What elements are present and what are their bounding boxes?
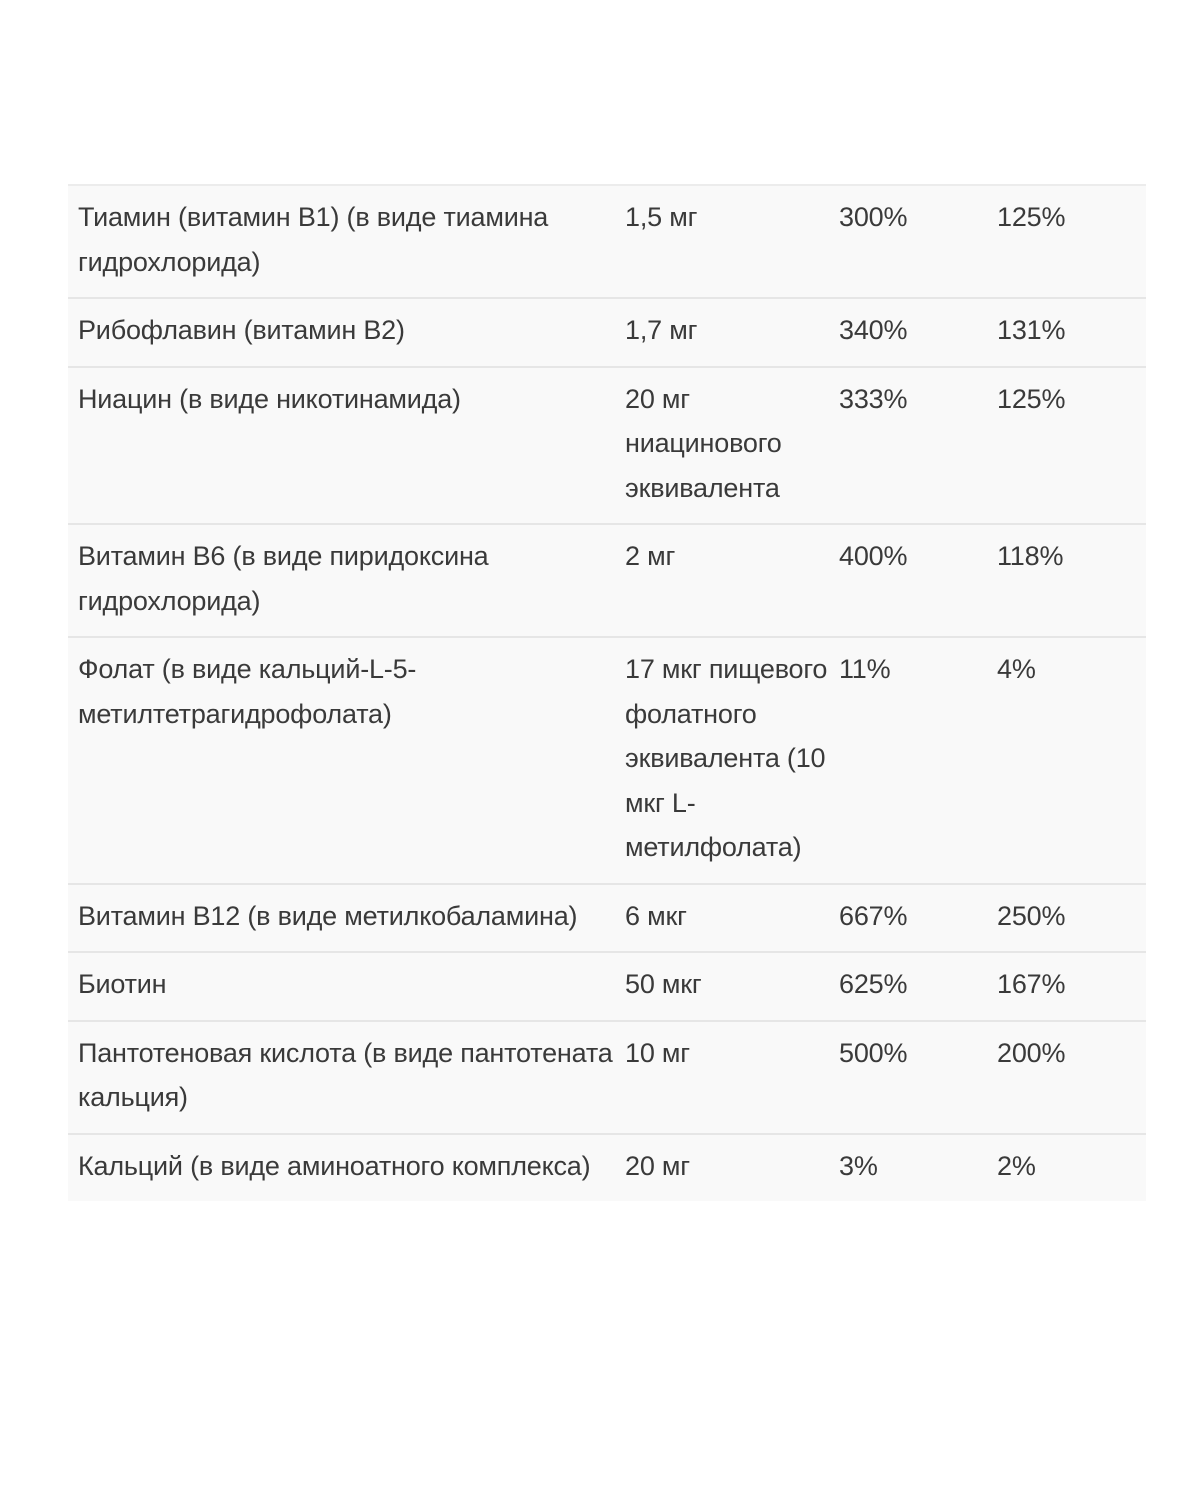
daily-value-cell: 300% (839, 202, 908, 232)
nutrient-name-cell: Витамин B6 (в виде пиридоксина гидрохлорида) (78, 541, 489, 616)
amount-cell: 6 мкг (625, 900, 687, 931)
nutrient-name-cell: Рибофлавин (витамин B2) (78, 315, 405, 345)
daily-value-cell: 11% (839, 654, 891, 684)
daily-value-cell: 340% (839, 315, 908, 345)
amount-cell: 17 мкг пищевого фолатного эквивалента (10 мкг L-метилфолата) (625, 654, 828, 862)
daily-value-cell: 500% (839, 1037, 908, 1068)
amount-cell: 10 мг (625, 1037, 690, 1068)
daily-value-alt-cell: 131% (997, 315, 1066, 345)
table-row (68, 367, 1146, 525)
nutrient-name-cell: Фолат (в виде кальций-L-5-метилтетрагидрофолата) (78, 654, 417, 729)
nutrient-name-cell: Ниацин (в виде никотинамида) (78, 383, 461, 414)
amount-cell: 2 мг (625, 541, 676, 571)
amount-cell: 50 мкг (625, 969, 702, 999)
amount-cell: 20 мг (625, 1150, 690, 1181)
daily-value-alt-cell: 250% (997, 900, 1066, 931)
daily-value-cell: 3% (839, 1150, 878, 1181)
nutrient-name-cell: Кальций (в виде аминоатного комплекса) (78, 1150, 591, 1181)
nutrient-name-cell: Биотин (78, 969, 167, 999)
supplement-facts-table-container (68, 184, 1146, 1201)
daily-value-alt-cell: 4% (997, 654, 1036, 684)
amount-cell: 1,7 мг (625, 315, 698, 345)
daily-value-alt-cell: 125% (997, 202, 1066, 232)
amount-cell: 1,5 мг (625, 202, 698, 232)
daily-value-cell: 333% (839, 383, 908, 414)
table-row (68, 884, 1146, 953)
nutrient-name-cell: Витамин B12 (в виде метилкобаламина) (78, 900, 578, 931)
table-row (68, 1021, 1146, 1134)
daily-value-cell: 625% (839, 969, 908, 999)
nutrient-name-cell: Пантотеновая кислота (в виде пантотената кальция) (78, 1037, 613, 1112)
daily-value-alt-cell: 200% (997, 1037, 1066, 1068)
supplement-facts-table (68, 184, 1146, 1201)
table-row (68, 952, 1146, 1021)
daily-value-alt-cell: 125% (997, 383, 1066, 414)
table-row (68, 1134, 1146, 1202)
table-row (68, 637, 1146, 884)
nutrient-name-cell: Тиамин (витамин B1) (в виде тиамина гидрохлорида) (78, 202, 549, 277)
table-row (68, 185, 1146, 298)
daily-value-alt-cell: 118% (997, 541, 1064, 571)
table-row (68, 524, 1146, 637)
daily-value-cell: 400% (839, 541, 908, 571)
amount-cell: 20 мг ниацинового эквивалента (625, 383, 782, 503)
daily-value-alt-cell: 2% (997, 1150, 1036, 1181)
daily-value-alt-cell: 167% (997, 969, 1066, 999)
table-row (68, 298, 1146, 367)
table-body (68, 185, 1146, 1201)
daily-value-cell: 667% (839, 900, 908, 931)
